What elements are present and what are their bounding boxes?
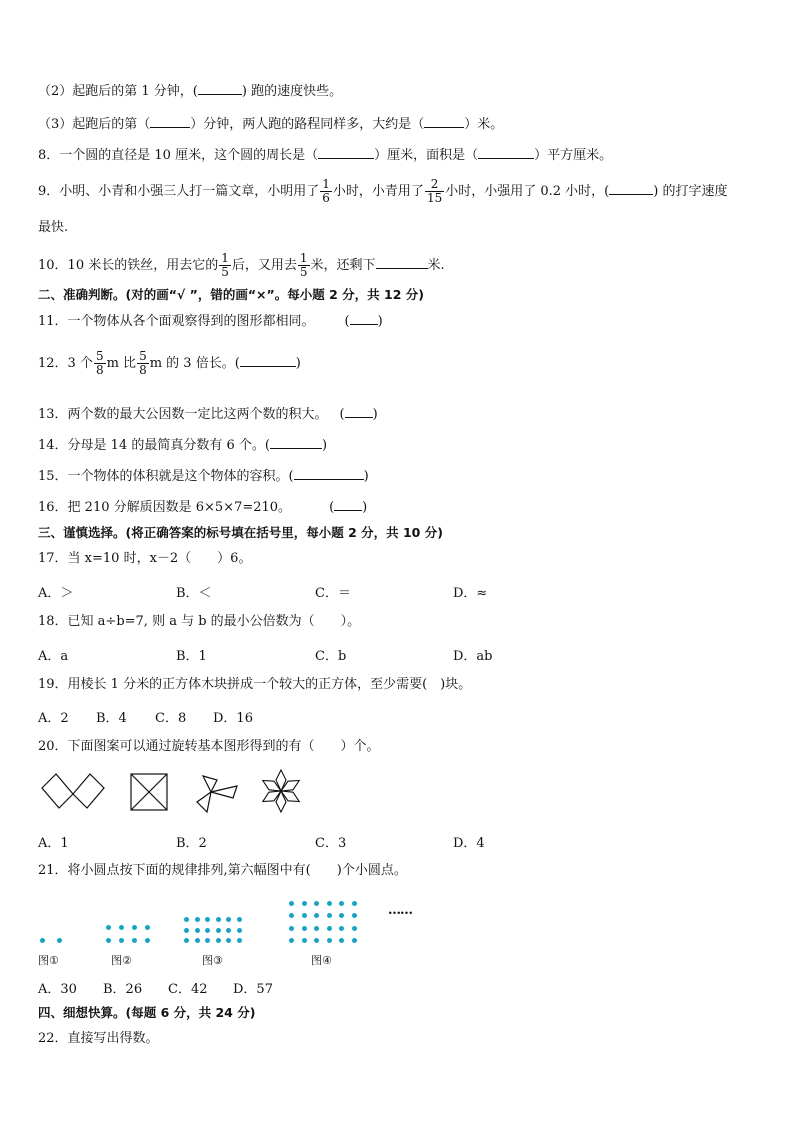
pattern-dot xyxy=(314,938,319,943)
question-2-sub3: （3）起跑后的第（ ）分钟，两人跑的路程同样多，大约是（ ）米。 xyxy=(38,117,504,132)
answer-blank[interactable] xyxy=(240,354,296,367)
pattern-dot xyxy=(119,925,124,930)
option-b[interactable]: B．＜ xyxy=(176,586,212,601)
option-c[interactable]: C．b xyxy=(315,649,347,664)
pattern-dot xyxy=(289,926,294,931)
question-19: 19．用棱长 1 分米的正方体木块拼成一个较大的正方体，至少需要( )块。 xyxy=(38,677,472,692)
option-c[interactable]: C．42 xyxy=(168,982,208,997)
pattern-dot xyxy=(339,913,344,918)
answer-blank[interactable] xyxy=(318,146,374,159)
fraction: $\frac{1}{5}$ xyxy=(221,251,229,279)
pattern-dot xyxy=(184,917,189,922)
pattern-dot xyxy=(226,928,231,933)
figure-star-rhombus xyxy=(258,768,304,814)
pattern-dot xyxy=(237,917,242,922)
question-13: 13．两个数的最大公因数一定比这两个数的积大。 ( ) xyxy=(38,407,378,422)
pattern-dot xyxy=(302,913,307,918)
pattern-dot xyxy=(327,938,332,943)
option-d[interactable]: D．57 xyxy=(233,982,273,997)
pattern-dot xyxy=(339,938,344,943)
figure-caption: 图④ xyxy=(311,954,332,967)
figure-pinwheel xyxy=(193,772,241,816)
fraction: $\frac{5}{8}$ xyxy=(95,349,104,377)
fraction: $\frac{1}{5}$ xyxy=(299,251,308,279)
question-22: 22．直接写出得数。 xyxy=(38,1031,159,1046)
pattern-dot xyxy=(145,925,150,930)
option-d[interactable]: D．≈ xyxy=(453,586,488,601)
pattern-dot xyxy=(205,938,210,943)
figure-square-diagonals xyxy=(130,773,170,813)
pattern-dot xyxy=(195,938,200,943)
question-18: 18．已知 a÷b=7, 则 a 与 b 的最小公倍数为（ ）。 xyxy=(38,614,361,629)
pattern-dot xyxy=(339,901,344,906)
question-10: 10．10 米长的铁丝，用去它的 $\frac{1}{5}$ 后，又用去 $\frac{1}{5}$ 米，还剩下 米. xyxy=(38,251,445,279)
question-11: 11．一个物体从各个面观察得到的图形都相同。 ( ) xyxy=(38,314,383,329)
pattern-dot xyxy=(184,928,189,933)
question-16: 16．把 210 分解质因数是 6×5×7=210。 ( ) xyxy=(38,500,368,515)
figure-caption: 图② xyxy=(111,954,132,967)
pattern-dot xyxy=(327,926,332,931)
pattern-dot xyxy=(314,901,319,906)
answer-blank[interactable] xyxy=(376,256,428,269)
option-b[interactable]: B．2 xyxy=(176,836,207,851)
question-14: 14．分母是 14 的最简真分数有 6 个。( ) xyxy=(38,438,328,453)
pattern-dot xyxy=(195,917,200,922)
fraction: $\frac{2}{15}$ xyxy=(426,177,443,205)
answer-blank[interactable] xyxy=(478,146,534,159)
answer-blank[interactable] xyxy=(424,115,464,128)
pattern-dot xyxy=(132,925,137,930)
pattern-dot xyxy=(226,917,231,922)
pattern-dot xyxy=(40,938,45,943)
pattern-dot xyxy=(352,901,357,906)
option-a[interactable]: A．a xyxy=(38,649,69,664)
pattern-dot xyxy=(106,938,111,943)
answer-blank[interactable] xyxy=(334,498,362,511)
option-c[interactable]: C．3 xyxy=(315,836,347,851)
pattern-dot xyxy=(216,917,221,922)
pattern-dot xyxy=(195,928,200,933)
option-d[interactable]: D．16 xyxy=(213,711,253,726)
figure-caption: 图③ xyxy=(202,954,223,967)
pattern-dot xyxy=(106,925,111,930)
figure-folded-squares xyxy=(40,770,106,814)
figure-caption: 图① xyxy=(38,954,59,967)
option-a[interactable]: A．＞ xyxy=(38,586,74,601)
option-a[interactable]: A．30 xyxy=(38,982,77,997)
option-c[interactable]: C．8 xyxy=(155,711,187,726)
pattern-dot xyxy=(237,938,242,943)
pattern-dot xyxy=(205,917,210,922)
option-a[interactable]: A．2 xyxy=(38,711,69,726)
ellipsis: …… xyxy=(388,903,412,918)
pattern-dot xyxy=(302,901,307,906)
pattern-dot xyxy=(119,938,124,943)
section-3-heading: 三、谨慎选择。(将正确答案的标号填在括号里，每小题 2 分，共 10 分) xyxy=(38,525,443,540)
option-c[interactable]: C．＝ xyxy=(315,586,351,601)
pattern-dot xyxy=(352,926,357,931)
question-12: 12．3 个 $\frac{5}{8}$ m 比 $\frac{5}{8}$ m 的 3 倍长。( ) xyxy=(38,349,301,377)
answer-blank[interactable] xyxy=(270,436,322,449)
option-b[interactable]: B．4 xyxy=(96,711,127,726)
pattern-dot xyxy=(314,913,319,918)
pattern-dot xyxy=(145,938,150,943)
question-17: 17．当 x=10 时，x－2（ ）6。 xyxy=(38,551,252,566)
option-b[interactable]: B．1 xyxy=(176,649,207,664)
question-20: 20．下面图案可以通过旋转基本图形得到的有（ ）个。 xyxy=(38,739,380,754)
answer-blank[interactable] xyxy=(294,467,364,480)
pattern-dot xyxy=(289,938,294,943)
pattern-dot xyxy=(339,926,344,931)
pattern-dot xyxy=(205,928,210,933)
pattern-dot xyxy=(302,926,307,931)
pattern-dot xyxy=(237,928,242,933)
question-8: 8．一个圆的直径是 10 厘米，这个圆的周长是（ ）厘米，面积是（ ）平方厘米。 xyxy=(38,148,613,163)
option-a[interactable]: A．1 xyxy=(38,836,69,851)
pattern-dot xyxy=(216,938,221,943)
pattern-dot xyxy=(327,913,332,918)
question-21: 21．将小圆点按下面的规律排列,第六幅图中有( )个小圆点。 xyxy=(38,863,407,878)
pattern-dot xyxy=(352,938,357,943)
pattern-dot xyxy=(184,938,189,943)
pattern-dot xyxy=(132,938,137,943)
pattern-dot xyxy=(352,913,357,918)
pattern-dot xyxy=(314,926,319,931)
answer-blank[interactable] xyxy=(345,405,373,418)
question-15: 15．一个物体的体积就是这个物体的容积。( ) xyxy=(38,469,369,484)
pattern-dot xyxy=(57,938,62,943)
pattern-dot xyxy=(226,938,231,943)
option-d[interactable]: D．ab xyxy=(453,649,493,664)
option-b[interactable]: B．26 xyxy=(103,982,143,997)
answer-blank[interactable] xyxy=(609,182,653,195)
question-9: 9．小明、小青和小强三人打一篇文章，小明用了 $\frac{1}{6}$ 小时，小青用了 $\frac{2}{15}$ 小时，小强用了 0.2 小时，( ) 的打字速度 xyxy=(38,177,728,205)
section-4-heading: 四、细想快算。(每题 6 分，共 24 分) xyxy=(38,1005,256,1020)
question-9-cont: 最快. xyxy=(38,220,69,235)
pattern-dot xyxy=(289,913,294,918)
option-d[interactable]: D．4 xyxy=(453,836,485,851)
pattern-dot xyxy=(216,928,221,933)
fraction: $\frac{1}{6}$ xyxy=(322,177,330,205)
answer-blank[interactable] xyxy=(350,312,378,325)
pattern-dot xyxy=(302,938,307,943)
answer-blank[interactable] xyxy=(150,115,190,128)
pattern-dot xyxy=(289,901,294,906)
question-2-sub2: （2）起跑后的第 1 分钟，( ) 跑的速度快些。 xyxy=(38,84,343,99)
pattern-dot xyxy=(327,901,332,906)
section-2-heading: 二、准确判断。(对的画“√ ”，错的画“×”。每小题 2 分，共 12 分) xyxy=(38,287,424,302)
answer-blank[interactable] xyxy=(198,82,242,95)
fraction: $\frac{5}{8}$ xyxy=(139,349,147,377)
